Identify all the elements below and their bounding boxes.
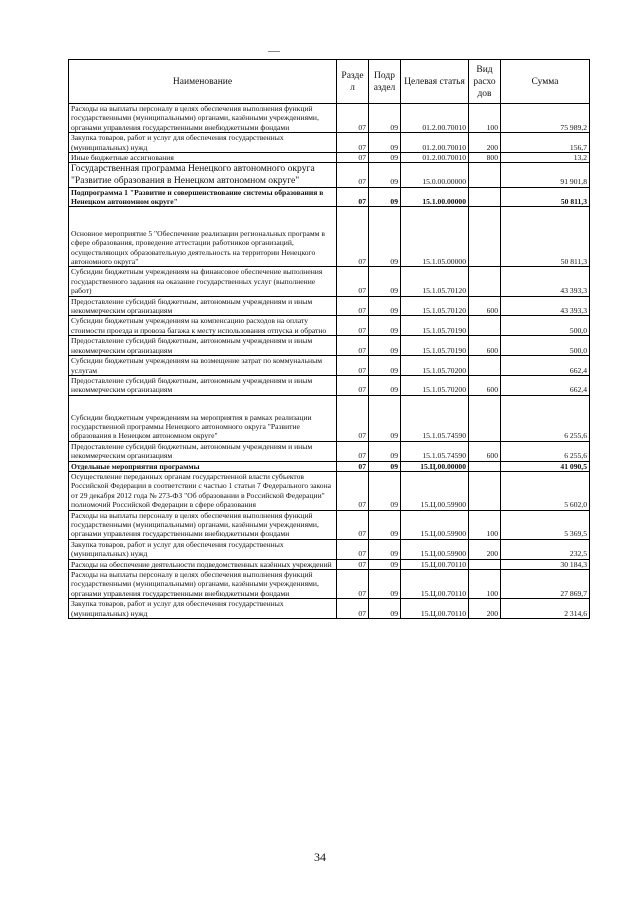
cell-expense-type (469, 187, 501, 207)
cell-target: 01.2.00.70010 (401, 153, 469, 163)
cell-subsection: 09 (369, 267, 401, 296)
cell-amount: 91 901,8 (501, 163, 590, 187)
cell-expense-type (469, 559, 501, 569)
cell-name: Субсидии бюджетным учреждениям на финансовое обеспечение выполнения государственного задания на оказание государственных услуг (выполнение работ) (69, 267, 337, 296)
cell-name: Расходы на обеспечение деятельности подведомственных казённых учреждений (69, 559, 337, 569)
cell-section: 07 (337, 207, 369, 267)
cell-expense-type (469, 461, 501, 471)
table-row (69, 441, 590, 461)
cell-section: 07 (337, 356, 369, 376)
table-row (69, 570, 590, 599)
cell-section: 07 (337, 153, 369, 163)
cell-expense-type: 600 (469, 441, 501, 461)
cell-subsection: 09 (369, 163, 401, 187)
cell-section: 07 (337, 539, 369, 559)
cell-name: Закупка товаров, работ и услуг для обеспечения государственных (муниципальных) нужд (69, 539, 337, 559)
table-row (69, 539, 590, 559)
table-row (69, 395, 590, 441)
cell-target: 15.Ц.00.00000 (401, 461, 469, 471)
cell-subsection: 09 (369, 395, 401, 441)
cell-name: Предоставление субсидий бюджетным, автономным учреждениям и иным некоммерческим организациям (69, 296, 337, 316)
cell-name: Субсидии бюджетным учреждениям на компенсацию расходов на оплату стоимости проезда и провоза багажа к месту использования отпуска и обратно (69, 316, 337, 336)
cell-expense-type (469, 207, 501, 267)
table-row (69, 336, 590, 356)
cell-section: 07 (337, 296, 369, 316)
cell-target: 15.1.00.00000 (401, 187, 469, 207)
cell-target: 15.1.05.00000 (401, 207, 469, 267)
table-row-program (69, 163, 590, 187)
cell-target: 15.Ц.00.70110 (401, 570, 469, 599)
cell-name: Закупка товаров, работ и услуг для обеспечения государственных (муниципальных) нужд (69, 599, 337, 619)
cell-target: 15.0.00.00000 (401, 163, 469, 187)
scan-mark (268, 51, 280, 52)
header-subsection: Подр аздел (369, 60, 401, 104)
cell-subsection: 09 (369, 336, 401, 356)
cell-section: 07 (337, 510, 369, 539)
cell-target: 15.1.05.74590 (401, 441, 469, 461)
cell-subsection: 09 (369, 441, 401, 461)
cell-name: Расходы на выплаты персоналу в целях обеспечения выполнения функций государственными (муниципальными) органами, казёнными учреждениями, органами управления государственными внебюджетными фондами (69, 104, 337, 133)
cell-expense-type: 800 (469, 153, 501, 163)
cell-amount: 13,2 (501, 153, 590, 163)
cell-target: 15.1.05.74590 (401, 395, 469, 441)
cell-amount: 27 869,7 (501, 570, 590, 599)
cell-target: 15.Ц.00.70110 (401, 599, 469, 619)
cell-section: 07 (337, 104, 369, 133)
cell-subsection: 09 (369, 510, 401, 539)
cell-target: 01.2.00.70010 (401, 104, 469, 133)
cell-section: 07 (337, 336, 369, 356)
table-row (69, 375, 590, 395)
cell-target: 15.Ц.00.59900 (401, 510, 469, 539)
header-expense-type: Вид расхо дов (469, 60, 501, 104)
cell-expense-type: 200 (469, 133, 501, 153)
cell-name: Расходы на выплаты персоналу в целях обеспечения выполнения функций государственными (муниципальными) органами, казёнными учреждениями, органами управления государственными внебюджетными фондами (69, 570, 337, 599)
table-row (69, 599, 590, 619)
cell-section: 07 (337, 441, 369, 461)
cell-subsection: 09 (369, 599, 401, 619)
cell-section: 07 (337, 187, 369, 207)
cell-target: 15.1.05.70120 (401, 267, 469, 296)
cell-expense-type (469, 163, 501, 187)
cell-expense-type: 200 (469, 539, 501, 559)
table-body (69, 104, 590, 619)
cell-name: Основное мероприятие 5 "Обеспечение реализации региональных программ в сфере образования, проведение аттестации работников организаций, осуществляющих образовательную деятельность на территории Ненецкого автономного округа" (69, 207, 337, 267)
cell-amount: 30 184,3 (501, 559, 590, 569)
table-row (69, 316, 590, 336)
cell-amount: 43 393,3 (501, 267, 590, 296)
cell-amount: 75 989,2 (501, 104, 590, 133)
table-header-row (69, 60, 590, 104)
table-row (69, 104, 590, 133)
table-row (69, 133, 590, 153)
cell-name: Иные бюджетные ассигнования (69, 153, 337, 163)
cell-name: Подпрограмма 1 "Развитие и совершенствование системы образования в Ненецком автономном округе" (69, 187, 337, 207)
cell-name: Субсидии бюджетным учреждениям на мероприятия в рамках реализации государственной программы Ненецкого автономного округа "Развитие образования в Ненецком автономном округе" (69, 395, 337, 441)
cell-name: Закупка товаров, работ и услуг для обеспечения государственных (муниципальных) нужд (69, 133, 337, 153)
header-section: Разде л (337, 60, 369, 104)
cell-subsection: 09 (369, 559, 401, 569)
cell-amount: 5 369,5 (501, 510, 590, 539)
cell-subsection: 09 (369, 316, 401, 336)
cell-section: 07 (337, 471, 369, 510)
cell-subsection: 09 (369, 375, 401, 395)
cell-name: Предоставление субсидий бюджетным, автономным учреждениям и иным некоммерческим организациям (69, 375, 337, 395)
header-amount: Сумма (501, 60, 590, 104)
cell-amount: 2 314,6 (501, 599, 590, 619)
cell-name: Осуществление переданных органам государственной власти субъектов Российской Федерации в соответствии с частью 1 статьи 7 Федерального закона от 29 декабря 2012 года № 273-ФЗ "Об образовании в Российской Федерации" полномочий Российской Федерации в сфере образования (69, 471, 337, 510)
cell-expense-type (469, 316, 501, 336)
table-row (69, 356, 590, 376)
cell-target: 15.1.05.70190 (401, 316, 469, 336)
cell-subsection: 09 (369, 570, 401, 599)
cell-name: Предоставление субсидий бюджетным, автономным учреждениям и иным некоммерческим организациям (69, 441, 337, 461)
cell-section: 07 (337, 316, 369, 336)
cell-target: 15.1.05.70200 (401, 375, 469, 395)
cell-amount: 156,7 (501, 133, 590, 153)
table-row-separate-activities (69, 461, 590, 471)
cell-expense-type (469, 471, 501, 510)
table-row (69, 207, 590, 267)
cell-subsection: 09 (369, 153, 401, 163)
cell-expense-type (469, 267, 501, 296)
cell-expense-type: 600 (469, 336, 501, 356)
header-target: Целевая статья (401, 60, 469, 104)
cell-target: 15.1.05.70190 (401, 336, 469, 356)
table-row (69, 267, 590, 296)
cell-section: 07 (337, 570, 369, 599)
cell-section: 07 (337, 461, 369, 471)
cell-amount: 232,5 (501, 539, 590, 559)
cell-amount: 662,4 (501, 375, 590, 395)
cell-expense-type: 200 (469, 599, 501, 619)
page-number: 34 (314, 850, 326, 864)
cell-amount: 43 393,3 (501, 296, 590, 316)
header-name: Наименование (69, 60, 337, 104)
cell-section: 07 (337, 163, 369, 187)
cell-amount: 5 602,0 (501, 471, 590, 510)
cell-name: Отдельные мероприятия программы (69, 461, 337, 471)
cell-expense-type: 600 (469, 296, 501, 316)
cell-name: Расходы на выплаты персоналу в целях обеспечения выполнения функций государственными (муниципальными) органами, казёнными учреждениями, органами управления государственными внебюджетными фондами (69, 510, 337, 539)
cell-subsection: 09 (369, 461, 401, 471)
cell-section: 07 (337, 267, 369, 296)
cell-amount: 50 811,3 (501, 207, 590, 267)
cell-expense-type: 100 (469, 104, 501, 133)
table-row (69, 559, 590, 569)
cell-subsection: 09 (369, 471, 401, 510)
budget-table (68, 59, 590, 619)
cell-subsection: 09 (369, 133, 401, 153)
cell-expense-type (469, 395, 501, 441)
cell-section: 07 (337, 133, 369, 153)
cell-subsection: 09 (369, 207, 401, 267)
cell-amount: 6 255,6 (501, 441, 590, 461)
cell-name: Предоставление субсидий бюджетным, автономным учреждениям и иным некоммерческим организациям (69, 336, 337, 356)
cell-amount: 50 811,3 (501, 187, 590, 207)
cell-expense-type: 100 (469, 570, 501, 599)
table-row (69, 471, 590, 510)
cell-target: 15.Ц.00.59900 (401, 471, 469, 510)
cell-amount: 500,0 (501, 316, 590, 336)
cell-amount: 662,4 (501, 356, 590, 376)
cell-name: Государственная программа Ненецкого автономного округа "Развитие образования в Ненецком автономном округе" (69, 163, 337, 187)
cell-section: 07 (337, 559, 369, 569)
cell-section: 07 (337, 375, 369, 395)
cell-expense-type (469, 356, 501, 376)
table-row (69, 510, 590, 539)
cell-subsection: 09 (369, 187, 401, 207)
cell-expense-type: 100 (469, 510, 501, 539)
cell-amount: 6 255,6 (501, 395, 590, 441)
cell-target: 15.Ц.00.70110 (401, 559, 469, 569)
cell-subsection: 09 (369, 356, 401, 376)
cell-target: 15.1.05.70200 (401, 356, 469, 376)
cell-subsection: 09 (369, 539, 401, 559)
cell-target: 15.Ц.00.59900 (401, 539, 469, 559)
cell-section: 07 (337, 599, 369, 619)
cell-subsection: 09 (369, 104, 401, 133)
cell-section: 07 (337, 395, 369, 441)
table-row (69, 296, 590, 316)
cell-target: 01.2.00.70010 (401, 133, 469, 153)
table-row (69, 153, 590, 163)
cell-expense-type: 600 (469, 375, 501, 395)
cell-amount: 41 090,5 (501, 461, 590, 471)
cell-target: 15.1.05.70120 (401, 296, 469, 316)
cell-name: Субсидии бюджетным учреждениям на возмещение затрат по коммунальным услугам (69, 356, 337, 376)
cell-amount: 500,0 (501, 336, 590, 356)
table-row-subprogram (69, 187, 590, 207)
cell-subsection: 09 (369, 296, 401, 316)
